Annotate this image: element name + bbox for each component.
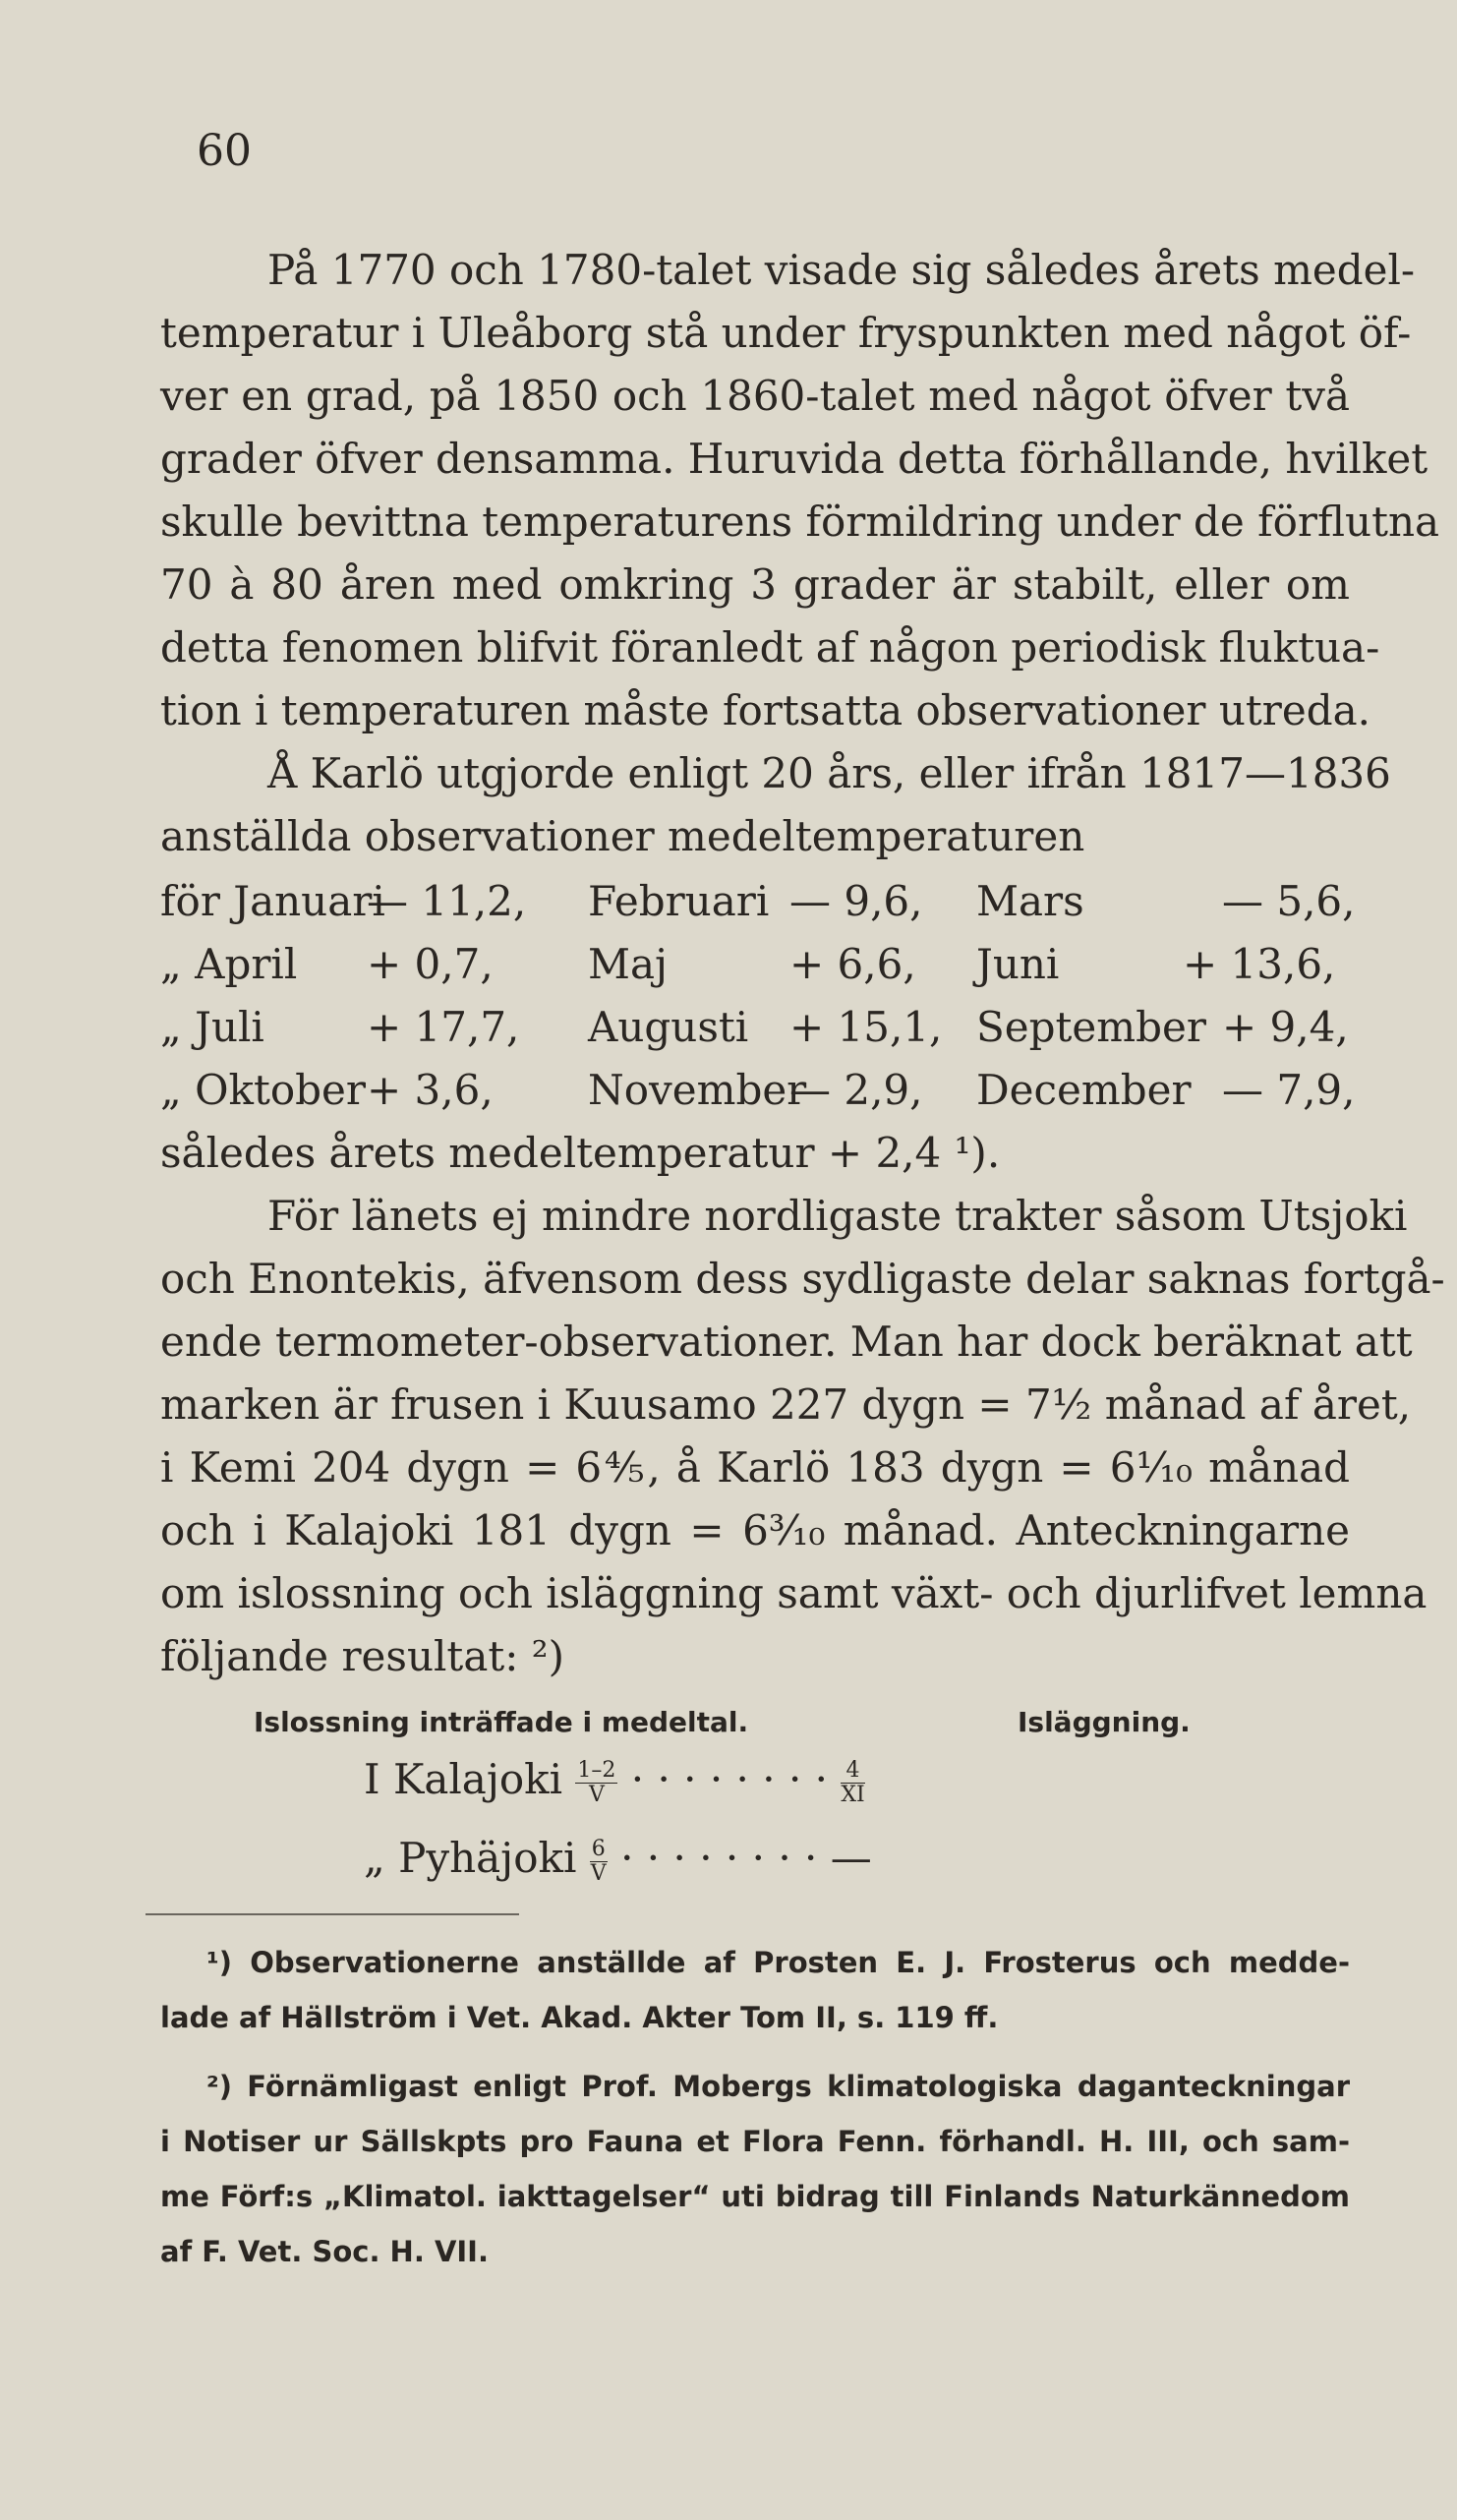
month-cell: „ Oktober xyxy=(160,1066,366,1114)
text-line: På 1770 och 1780-talet visade sig således årets medel- xyxy=(267,246,1416,294)
footnote-line: ¹) Observationerne anställde af Prosten E. J. Frosterus och medde- xyxy=(206,1946,1350,1979)
value-cell: + 15,1, xyxy=(789,1003,943,1051)
text-line: tion i temperaturen måste fortsatta observationer utreda. xyxy=(160,686,1370,734)
freeze-date xyxy=(841,1759,864,1807)
freeze-date: — xyxy=(830,1834,872,1882)
month-cell: Augusti xyxy=(588,1003,749,1051)
text-line: ver en grad, på 1850 och 1860-talet med något öfver två xyxy=(160,372,1350,420)
text-line: anställda observationer medeltemperaturen xyxy=(160,812,1085,860)
fraction-top: 4 xyxy=(841,1759,864,1784)
ice-row xyxy=(364,1755,865,1807)
table-row xyxy=(160,935,1350,994)
value-cell: — 7,9, xyxy=(1222,1066,1356,1114)
ice-freeze-header: Isläggning. xyxy=(1018,1706,1191,1738)
month-cell: Juni xyxy=(976,940,1060,988)
text-line: ende termometer-observationer. Man har dock beräknat att xyxy=(160,1318,1413,1366)
text-line: följande resultat: ²) xyxy=(160,1632,564,1680)
value-cell: — 2,9, xyxy=(789,1066,923,1114)
footnote-line: me Förf:s „Klimatol. iakttagelser“ uti bidrag till Finlands Naturkännedom xyxy=(160,2180,1350,2213)
place-name: I Kalajoki xyxy=(364,1755,563,1803)
breakup-date xyxy=(575,1759,617,1807)
fraction-bottom: XI xyxy=(841,1782,865,1807)
text-line: och Enontekis, äfvensom dess sydligaste delar saknas fortgå- xyxy=(160,1255,1445,1303)
text-line: Å Karlö utgjorde enligt 20 års, eller ifrån 1817—1836 xyxy=(267,749,1391,797)
annual-temperature-line: således årets medeltemperatur + 2,4 ¹). xyxy=(160,1129,1001,1177)
breakup-date xyxy=(590,1838,608,1886)
leader-dots: · · · · · · · · xyxy=(620,1834,818,1882)
text-line: temperatur i Uleåborg stå under fryspunkten med något öf- xyxy=(160,309,1412,357)
month-cell: Maj xyxy=(588,940,669,988)
text-line: 70 à 80 åren med omkring 3 grader är stabilt, eller om xyxy=(160,560,1350,609)
fraction-top: 1–2 xyxy=(577,1757,616,1783)
month-cell: September xyxy=(976,1003,1206,1051)
fraction-bottom: V xyxy=(590,1860,607,1886)
text-line: detta fenomen blifvit föranledt af någon periodisk fluktua- xyxy=(160,623,1380,672)
leader-dots: · · · · · · · · xyxy=(630,1755,829,1803)
text-line: För länets ej mindre nordligaste trakter såsom Utsjoki xyxy=(267,1192,1408,1240)
ice-breakup-header: Islossning inträffade i medeltal. xyxy=(254,1706,749,1738)
table-row xyxy=(160,998,1350,1057)
month-cell: Februari xyxy=(588,877,770,925)
page-number: 60 xyxy=(197,126,252,176)
ice-row xyxy=(364,1834,872,1886)
table-row xyxy=(160,1061,1356,1120)
value-cell: + 17,7, xyxy=(367,1003,520,1051)
month-cell: „ April xyxy=(160,940,298,988)
text-line: grader öfver densamma. Huruvida detta förhållande, hvilket xyxy=(160,435,1428,483)
value-cell: + 3,6, xyxy=(367,1066,494,1114)
value-cell: + 6,6, xyxy=(789,940,916,988)
place-name: „ Pyhäjoki xyxy=(364,1834,577,1882)
text-line: och i Kalajoki 181 dygn = 6³⁄₁₀ månad. Anteckningarne xyxy=(160,1506,1350,1554)
text-line: marken är frusen i Kuusamo 227 dygn = 7½ månad af året, xyxy=(160,1380,1412,1429)
footnote-line: lade af Hällström i Vet. Akad. Akter Tom II, s. 119 ff. xyxy=(160,2001,999,2034)
value-cell: — 9,6, xyxy=(789,877,923,925)
table-row xyxy=(160,872,1356,931)
value-cell: + 9,4, xyxy=(1222,1003,1349,1051)
text-line: i Kemi 204 dygn = 6⅘, å Karlö 183 dygn = 6¹⁄₁₀ månad xyxy=(160,1443,1350,1492)
value-cell: — 5,6, xyxy=(1222,877,1356,925)
month-cell: Mars xyxy=(976,877,1084,925)
fraction-bottom: V xyxy=(588,1782,605,1807)
value-cell: + 0,7, xyxy=(367,940,494,988)
footnote-line: af F. Vet. Soc. H. VII. xyxy=(160,2235,489,2268)
footnote-line: i Notiser ur Sällskpts pro Fauna et Flora Fenn. förhandl. H. III, och sam- xyxy=(160,2125,1350,2158)
text-line: om islossning och isläggning samt växt- och djurlifvet lemna xyxy=(160,1569,1428,1617)
month-cell: „ Juli xyxy=(160,1003,264,1051)
fraction-top: 6 xyxy=(591,1836,606,1861)
text-line: skulle bevittna temperaturens förmildring under de förflutna xyxy=(160,498,1440,546)
footnote-rule xyxy=(146,1913,519,1915)
month-cell: för Januari xyxy=(160,877,385,925)
value-cell: + 13,6, xyxy=(1183,940,1336,988)
footnote-line: ²) Förnämligast enligt Prof. Mobergs klimatologiska daganteckningar xyxy=(206,2070,1350,2103)
month-cell: December xyxy=(976,1066,1192,1114)
month-cell: November xyxy=(588,1066,807,1114)
value-cell: — 11,2, xyxy=(367,877,527,925)
